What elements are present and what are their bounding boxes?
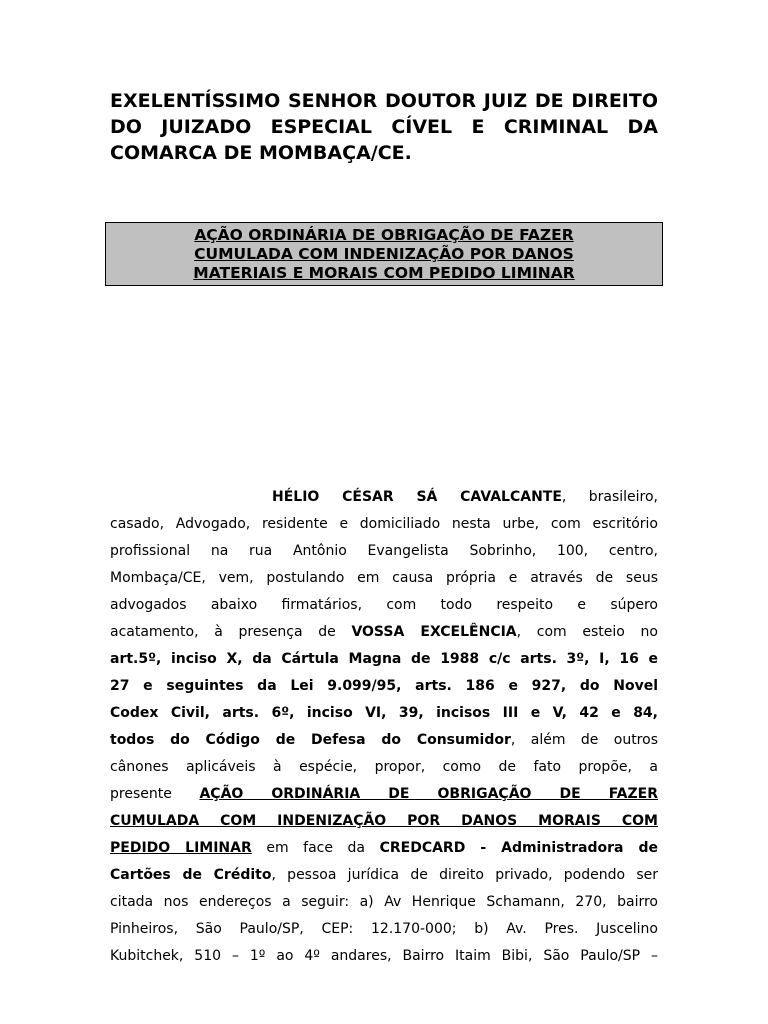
court-address-heading: EXELENTÍSSIMO SENHOR DOUTOR JUIZ DE DIREITO DO JUIZADO ESPECIAL CÍVEL E CRIMINAL DA COMARCA DE MOMBAÇA/CE. xyxy=(110,90,658,164)
body-text: , além de outros xyxy=(510,732,658,748)
action-name-inline: AÇÃO ORDINÁRIA DE OBRIGAÇÃO DE FAZER xyxy=(199,786,658,802)
body-text: , com esteio no xyxy=(516,624,658,640)
action-title-box xyxy=(105,222,663,286)
body-line-7: art.5º, inciso X, da Cártula Magna de 1988 c/c arts. 3º, I, 16 e xyxy=(110,651,658,667)
body-line-10 xyxy=(110,730,658,750)
defendant-name-cont: Cartões de Crédito xyxy=(110,867,272,883)
pedido-liminar: PEDIDO LIMINAR xyxy=(110,840,252,856)
body-text: presente xyxy=(110,786,200,802)
action-title-line-1: AÇÃO ORDINÁRIA DE OBRIGAÇÃO DE FAZER xyxy=(194,226,574,244)
body-line-17: Pinheiros, São Paulo/SP, CEP: 12.170-000; b) Av. Pres. Juscelino xyxy=(110,921,658,937)
body-line-2: casado, Advogado, residente e domiciliado nesta urbe, com escritório xyxy=(110,516,658,532)
defendant-name: CREDCARD - Administradora de xyxy=(379,840,658,856)
body-line-6 xyxy=(110,622,658,642)
legal-basis-text: todos do Código de Defesa do Consumidor xyxy=(110,732,511,748)
body-line-5: advogados abaixo firmatários, com todo respeito e súpero xyxy=(110,597,658,613)
body-line-9: Codex Civil, arts. 6º, inciso VI, 39, incisos III e V, 42 e 84, xyxy=(110,705,658,721)
body-line-16: citada nos endereços a seguir: a) Av Henrique Schamann, 270, bairro xyxy=(110,894,658,910)
action-title-line-2: CUMULADA COM INDENIZAÇÃO POR DANOS xyxy=(194,245,574,263)
body-line-3: profissional na rua Antônio Evangelista Sobrinho, 100, centro, xyxy=(110,543,658,559)
body-line-4: Mombaça/CE, vem, postulando em causa própria e através de seus xyxy=(110,570,658,586)
plaintiff-name: HÉLIO CÉSAR SÁ CAVALCANTE xyxy=(272,489,562,505)
body-line-14 xyxy=(110,838,658,858)
body-text: , brasileiro, xyxy=(561,489,658,505)
body-line-12 xyxy=(110,784,658,804)
body-text: em face da xyxy=(251,840,380,856)
vossa-excelencia: VOSSA EXCELÊNCIA xyxy=(351,624,517,640)
body-line-18: Kubitchek, 510 – 1º ao 4º andares, Bairro Itaim Bibi, São Paulo/SP – xyxy=(110,948,658,964)
body-text: , pessoa jurídica de direito privado, podendo ser xyxy=(271,867,658,883)
body-text: acatamento, à presença de xyxy=(110,624,352,640)
body-line-13: CUMULADA COM INDENIZAÇÃO POR DANOS MORAIS COM xyxy=(110,813,658,829)
body-line-8: 27 e seguintes da Lei 9.099/95, arts. 186 e 927, do Novel xyxy=(110,678,658,694)
body-line-15 xyxy=(110,865,658,885)
action-title-line-3: MATERIAIS E MORAIS COM PEDIDO LIMINAR xyxy=(193,264,575,282)
body-line-1 xyxy=(110,487,658,507)
body-line-11: cânones aplicáveis à espécie, propor, como de fato propõe, a xyxy=(110,759,658,775)
